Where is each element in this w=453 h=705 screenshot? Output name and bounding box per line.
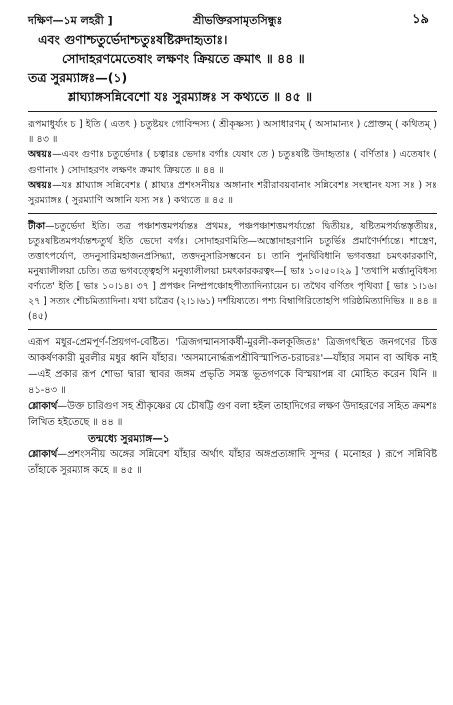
verse-line-4: শ্লাঘ্যাঙ্গসন্নিবেশো যঃ সুরম্যাঙ্গঃ স কথ্যতে ॥ ৪৫ ॥ xyxy=(68,89,313,104)
divider-2 xyxy=(28,213,437,214)
shlokartha-label-2: শ্লোকার্থ xyxy=(28,449,58,461)
translation-para-2 xyxy=(28,399,437,431)
section-heading: তন্মধ্যে সুরম্যাঙ্গ—১ xyxy=(88,433,170,446)
divider-1 xyxy=(28,111,437,112)
bengali-translation xyxy=(28,335,437,479)
tika-commentary xyxy=(28,219,437,324)
sanskrit-commentary xyxy=(28,117,437,208)
anvaya-label-2: অন্বয়ঃ xyxy=(28,179,53,191)
anvaya-text-1: —এবং গুণাঃ চতুর্ভেদাঃ ( চত্বারঃ ভেদাঃ বর্গাঃ যেষাং তে ) চতুঃষষ্টি উদাহৃতাঃ ( বর্ণিতাঃ ) এতেষাং ( গুণানাং ) সোদাহরণং লক্ষণং ক্রমাৎ ক্রিয়তে ॥ ৪৪ ॥ xyxy=(28,149,437,176)
shlokartha-label-1: শ্লোকার্থ xyxy=(28,401,58,413)
page-number: ১৯ xyxy=(412,12,429,27)
header-title: শ্রীভক্তিরসামৃতসিন্ধুঃ xyxy=(193,14,283,27)
anvaya-text-2: —যঃ শ্লাঘ্যাঙ্গ সন্নিবেশঃ ( শ্লাঘ্যঃ প্রশংসনীয়ঃ অঙ্গানাং শরীরাবয়বানাং সন্নিবেশঃ সংস্থানং যস্য সঃ ) সঃ সুরম্যাঙ্গঃ ( সুরম্যাণি অঙ্গানি যস্য সঃ ) কথ্যতে ॥ ৪৫ ॥ xyxy=(28,179,437,207)
translation-para-1: এরূপ মধুর-প্রেমপূর্ণ-প্রিয়গণ-বেষ্টিত। 'ত্রিজগন্মানসাকর্ষী-মুরলী-কলকূজিতঃ' ত্রিজগৎস্থিত জনগণের চিত্ত আকর্ষণকারী মুরলীর মধুর ধ্বনি যাঁহার। 'অসমানোর্দ্ধরূপশ্রীবিস্মাপিত-চরাচরঃ'—যাঁহার সমান বা অধিক নাই—এই প্রকার রূপ শোভা দ্বারা স্থাবর জঙ্গম প্রভৃতি সমস্ত ভূতগণকে বিস্ময়াপন্ন বা মোহিত করেন যিনি ॥ ৪১-৪৩ ॥ xyxy=(28,337,437,397)
commentary-para-3 xyxy=(28,178,437,208)
verse-line-1: এবং গুণাশ্চতুর্ভেদাশ্চতুঃষষ্টিরুদাহৃতাঃ। xyxy=(38,32,228,47)
tika-text: —চতুর্ভেদা ইতি। তত্র পঞ্চাশত্তমপর্য্যন্তঃ প্রথমঃ, পঞ্চপঞ্চাশত্তমপর্য্যন্তো দ্বিতীয়ঃ, ষষ্টিতমপর্য্যন্তস্তৃতীয়ঃ, চতুঃষষ্টিতমপর্য্যন্তশ্চতুর্থ ইতি ভেদো বর্গঃ। সোদাহরণমিতি—অস্তোদাহরণানি চতুর্ভিঃ প্রমাণৈর্দর্শ্যন্তে। শাস্ত্রেণ, তত্তাৎপর্য্যেণ, তদনুসারিমহাজনপ্রসিদ্ধ্যা, তত্তদনুসারিসম্ভবেন চ। তানি পুনর্দ্বিবিধানি ভগবত্তয়া চমৎকারকাণি, মনুষ্যালীলয়া চেতি। তত্র ভগবত্ত্বেহপি মনুষ্যালীলয়া চমৎকারকরত্বং—[ ভাঃ ১০।৫০।২৯ ] 'তথাপি মর্ত্ত্যানুবিধস্য বর্ণ্যতে' ইতি [ ভাঃ ১০।১৪। ৩৭ ] প্রপঞ্চং নিষ্প্রপঞ্চোহপীত্যাদিন্যায়েন চ। তথৈব বর্ণিতং পৃথিব্যা [ ভাঃ ১।১৬।২৭ ] সত্যং শৌচমিত্যাদিনা। যথা চাত্রৈব (২।১।৬১) দর্শয়িষ্যতে। পশ্য বিম্বাগিরিতোহপি গরিষ্ঠমিত্যাদিভিঃ ॥ ৪৪ ॥ (৪৫) xyxy=(28,221,437,323)
header-left: দক্ষিণ—১ম লহরী ] xyxy=(28,14,113,27)
shlokartha-text-2: —প্রশংসনীয় অঙ্গের সন্নিবেশ যাঁহার অর্থাৎ যাঁহার অঙ্গপ্রত্যঙ্গাদি সুন্দর ( মনোহর ) রূপে সন্নিবিষ্ট তাঁহাকে সুরম্যাঙ্গ কহে ॥ ৪৫ ॥ xyxy=(28,449,437,477)
running-header xyxy=(28,8,437,30)
verse-line-2: সোদাহরণমেতেষাং লক্ষণং ক্রিয়তে ক্রমাৎ ॥ ৪৪ ॥ xyxy=(62,51,305,66)
shlokartha-text-1: —উক্ত চারিগুণ সহ শ্রীকৃষ্ণের যে চৌষট্টি গুণ বলা হইল তাহাদিগের লক্ষণ উদাহরণের সহিত ক্রমশঃ লিখিত হইতেছে ॥ ৪৪ ॥ xyxy=(28,401,437,429)
translation-para-3 xyxy=(28,447,437,479)
tika-label: টীকা xyxy=(28,221,46,233)
anvaya-label-1: অন্বয়ঃ xyxy=(28,149,53,161)
verse-block xyxy=(28,30,437,106)
divider-3 xyxy=(28,329,437,330)
commentary-para-2 xyxy=(28,147,437,177)
verse-line-3: তত্র সুরম্যাঙ্গঃ—(১) xyxy=(28,70,128,85)
commentary-para-1: রূপমাধুর্য্যং চ ] ইতি ( এতৎ ) চতুষ্টয়ং গোবিন্দস্য ( শ্রীকৃষ্ণস্য ) অসাধারণম্ ( অসামান্যং ) প্রোক্তম্ ( কথিতম্ ) ॥ ৪৩ ॥ xyxy=(28,119,437,146)
